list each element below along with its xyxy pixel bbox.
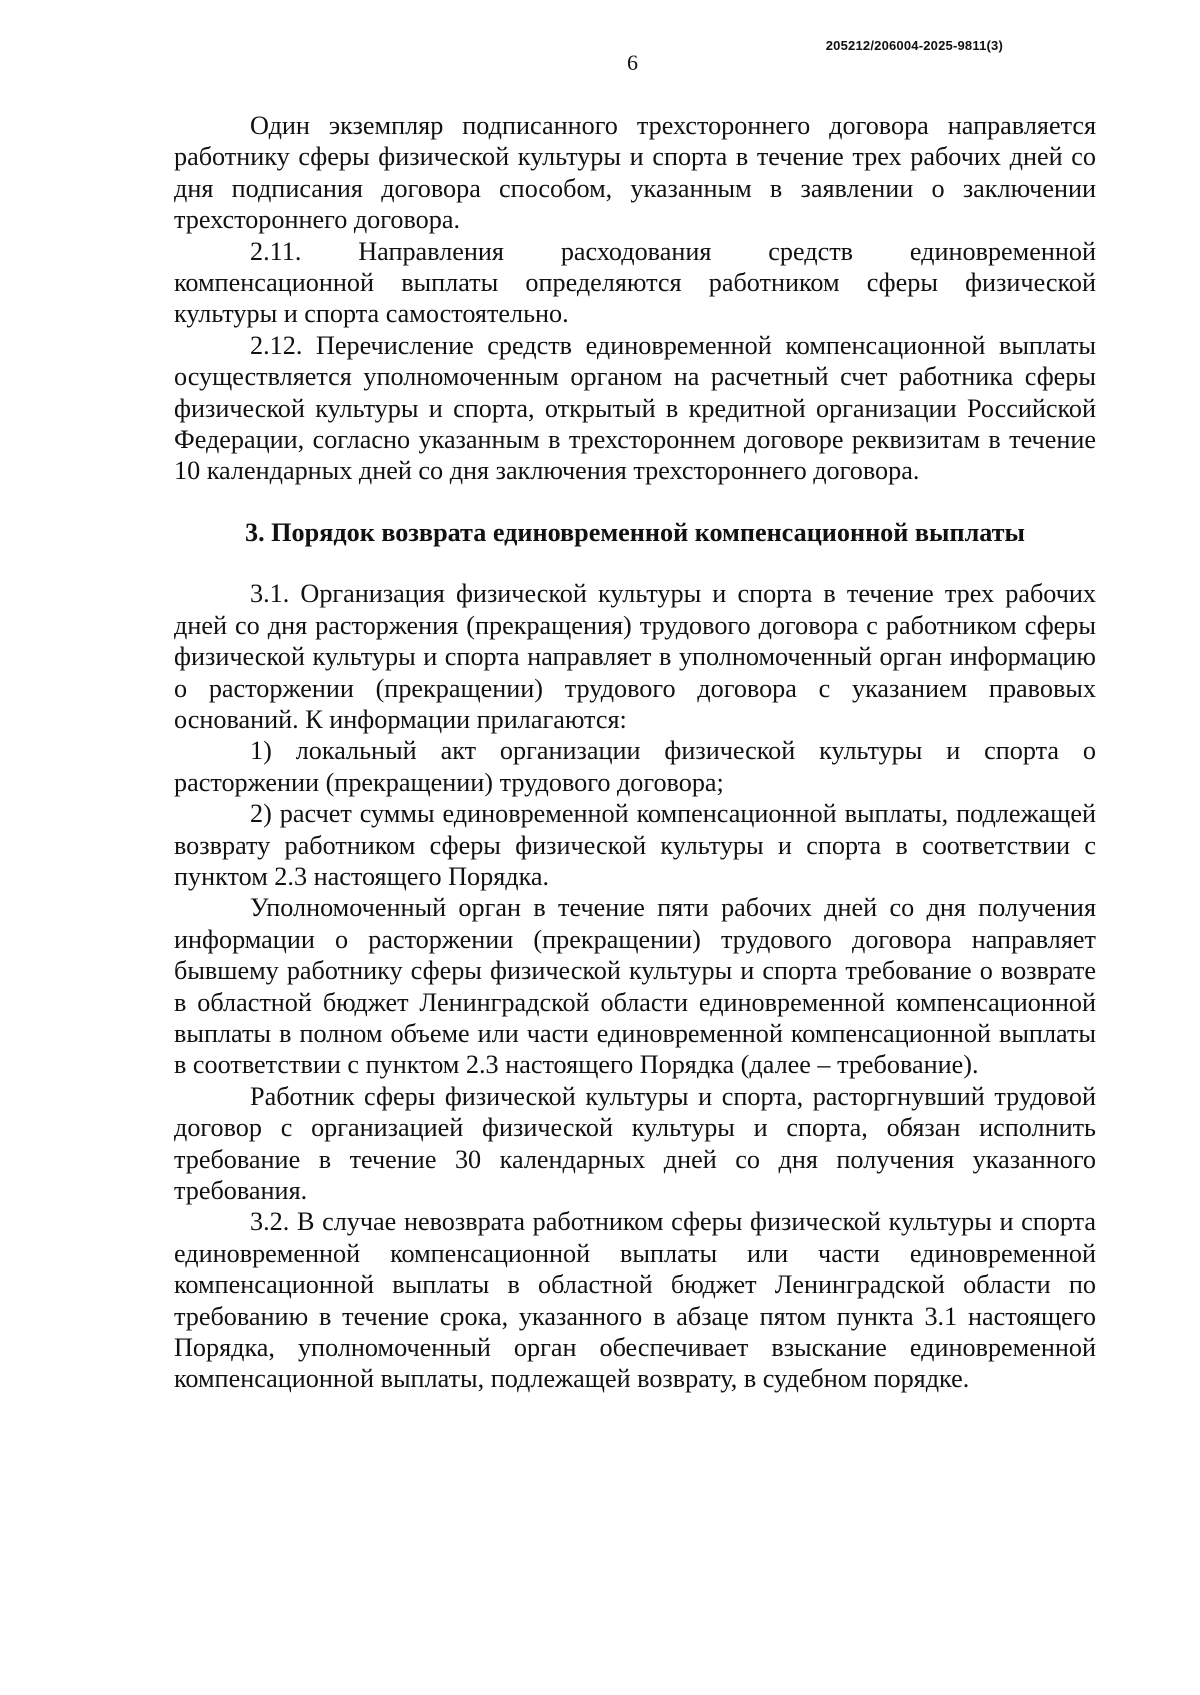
paragraph-employee-obligation: Работник сферы физической культуры и спорта, расторгнувший трудовой договор с организацией физической культуры и спорта, обязан исполнить требование в течение 30 календарных дней со дня получения указанного требования. xyxy=(174,1081,1096,1205)
section-3-heading: 3. Порядок возврата единовременной компенсационной выплаты xyxy=(244,517,1025,547)
paragraph-3-1: 3.1. Организация физической культуры и спорта в течение трех рабочих дней со дня расторжения (прекращения) трудового договора с работником сферы физической культуры и спорта направляет в уполномоченный орган информацию о расторжении (прекращении) трудового договора с указанием правовых оснований. К информации прилагаются: xyxy=(174,579,1096,734)
document-registration-number: 205212/206004-2025-9811(3) xyxy=(825,38,1003,53)
paragraph-authorized-body-demand: Уполномоченный орган в течение пяти рабочих дней со дня получения информации о расторжении (прекращении) трудового договора направляет бывшему работнику сферы физической культуры и спорта требование о возврате в областной бюджет Ленинградской области единовременной компенсационной выплаты в полном объеме или части единовременной компенсационной выплаты в соответствии с пунктом 2.3 настоящего Порядка (далее – требование). xyxy=(174,893,1096,1080)
list-item-calculation: 2) расчет суммы единовременной компенсационной выплаты, подлежащей возврату работником сферы физической культуры и спорта в соответствии с пунктом 2.3 настоящего Порядка. xyxy=(174,799,1096,891)
paragraph-3-2: 3.2. В случае невозврата работником сферы физической культуры и спорта единовременной компенсационной выплаты или части единовременной компенсационной выплаты в областной бюджет Ленинградской области по требованию в течение срока, указанного в абзаце пятом пункта 3.1 настоящего Порядка, уполномоченный орган обеспечивает взыскание единовременной компенсационной выплаты, подлежащей возврату, в судебном порядке. xyxy=(174,1207,1096,1394)
list-item-local-act: 1) локальный акт организации физической культуры и спорта о расторжении (прекращении) трудового договора; xyxy=(174,736,1096,797)
paragraph-2-11: 2.11. Направления расходования средств единовременной компенсационной выплаты определяются работником сферы физической культуры и спорта самостоятельно. xyxy=(174,236,1096,329)
paragraph-2-12: 2.12. Перечисление средств единовременной компенсационной выплаты осуществляется уполномоченным органом на расчетный счет работника сферы физической культуры и спорта, открытый в кредитной организации Российской Федерации, согласно указанным в трехстороннем договоре реквизитам в течение 10 календарных дней со дня заключения трехстороннего договора. xyxy=(174,330,1096,486)
page-number: 6 xyxy=(627,50,638,75)
document-body xyxy=(174,110,1096,1395)
paragraph-copy-sent: Один экземпляр подписанного трехстороннего договора направляется работнику сферы физической культуры и спорта в течение трех рабочих дней со дня подписания договора способом, указанным в заявлении о заключении трехстороннего договора. xyxy=(174,111,1096,235)
